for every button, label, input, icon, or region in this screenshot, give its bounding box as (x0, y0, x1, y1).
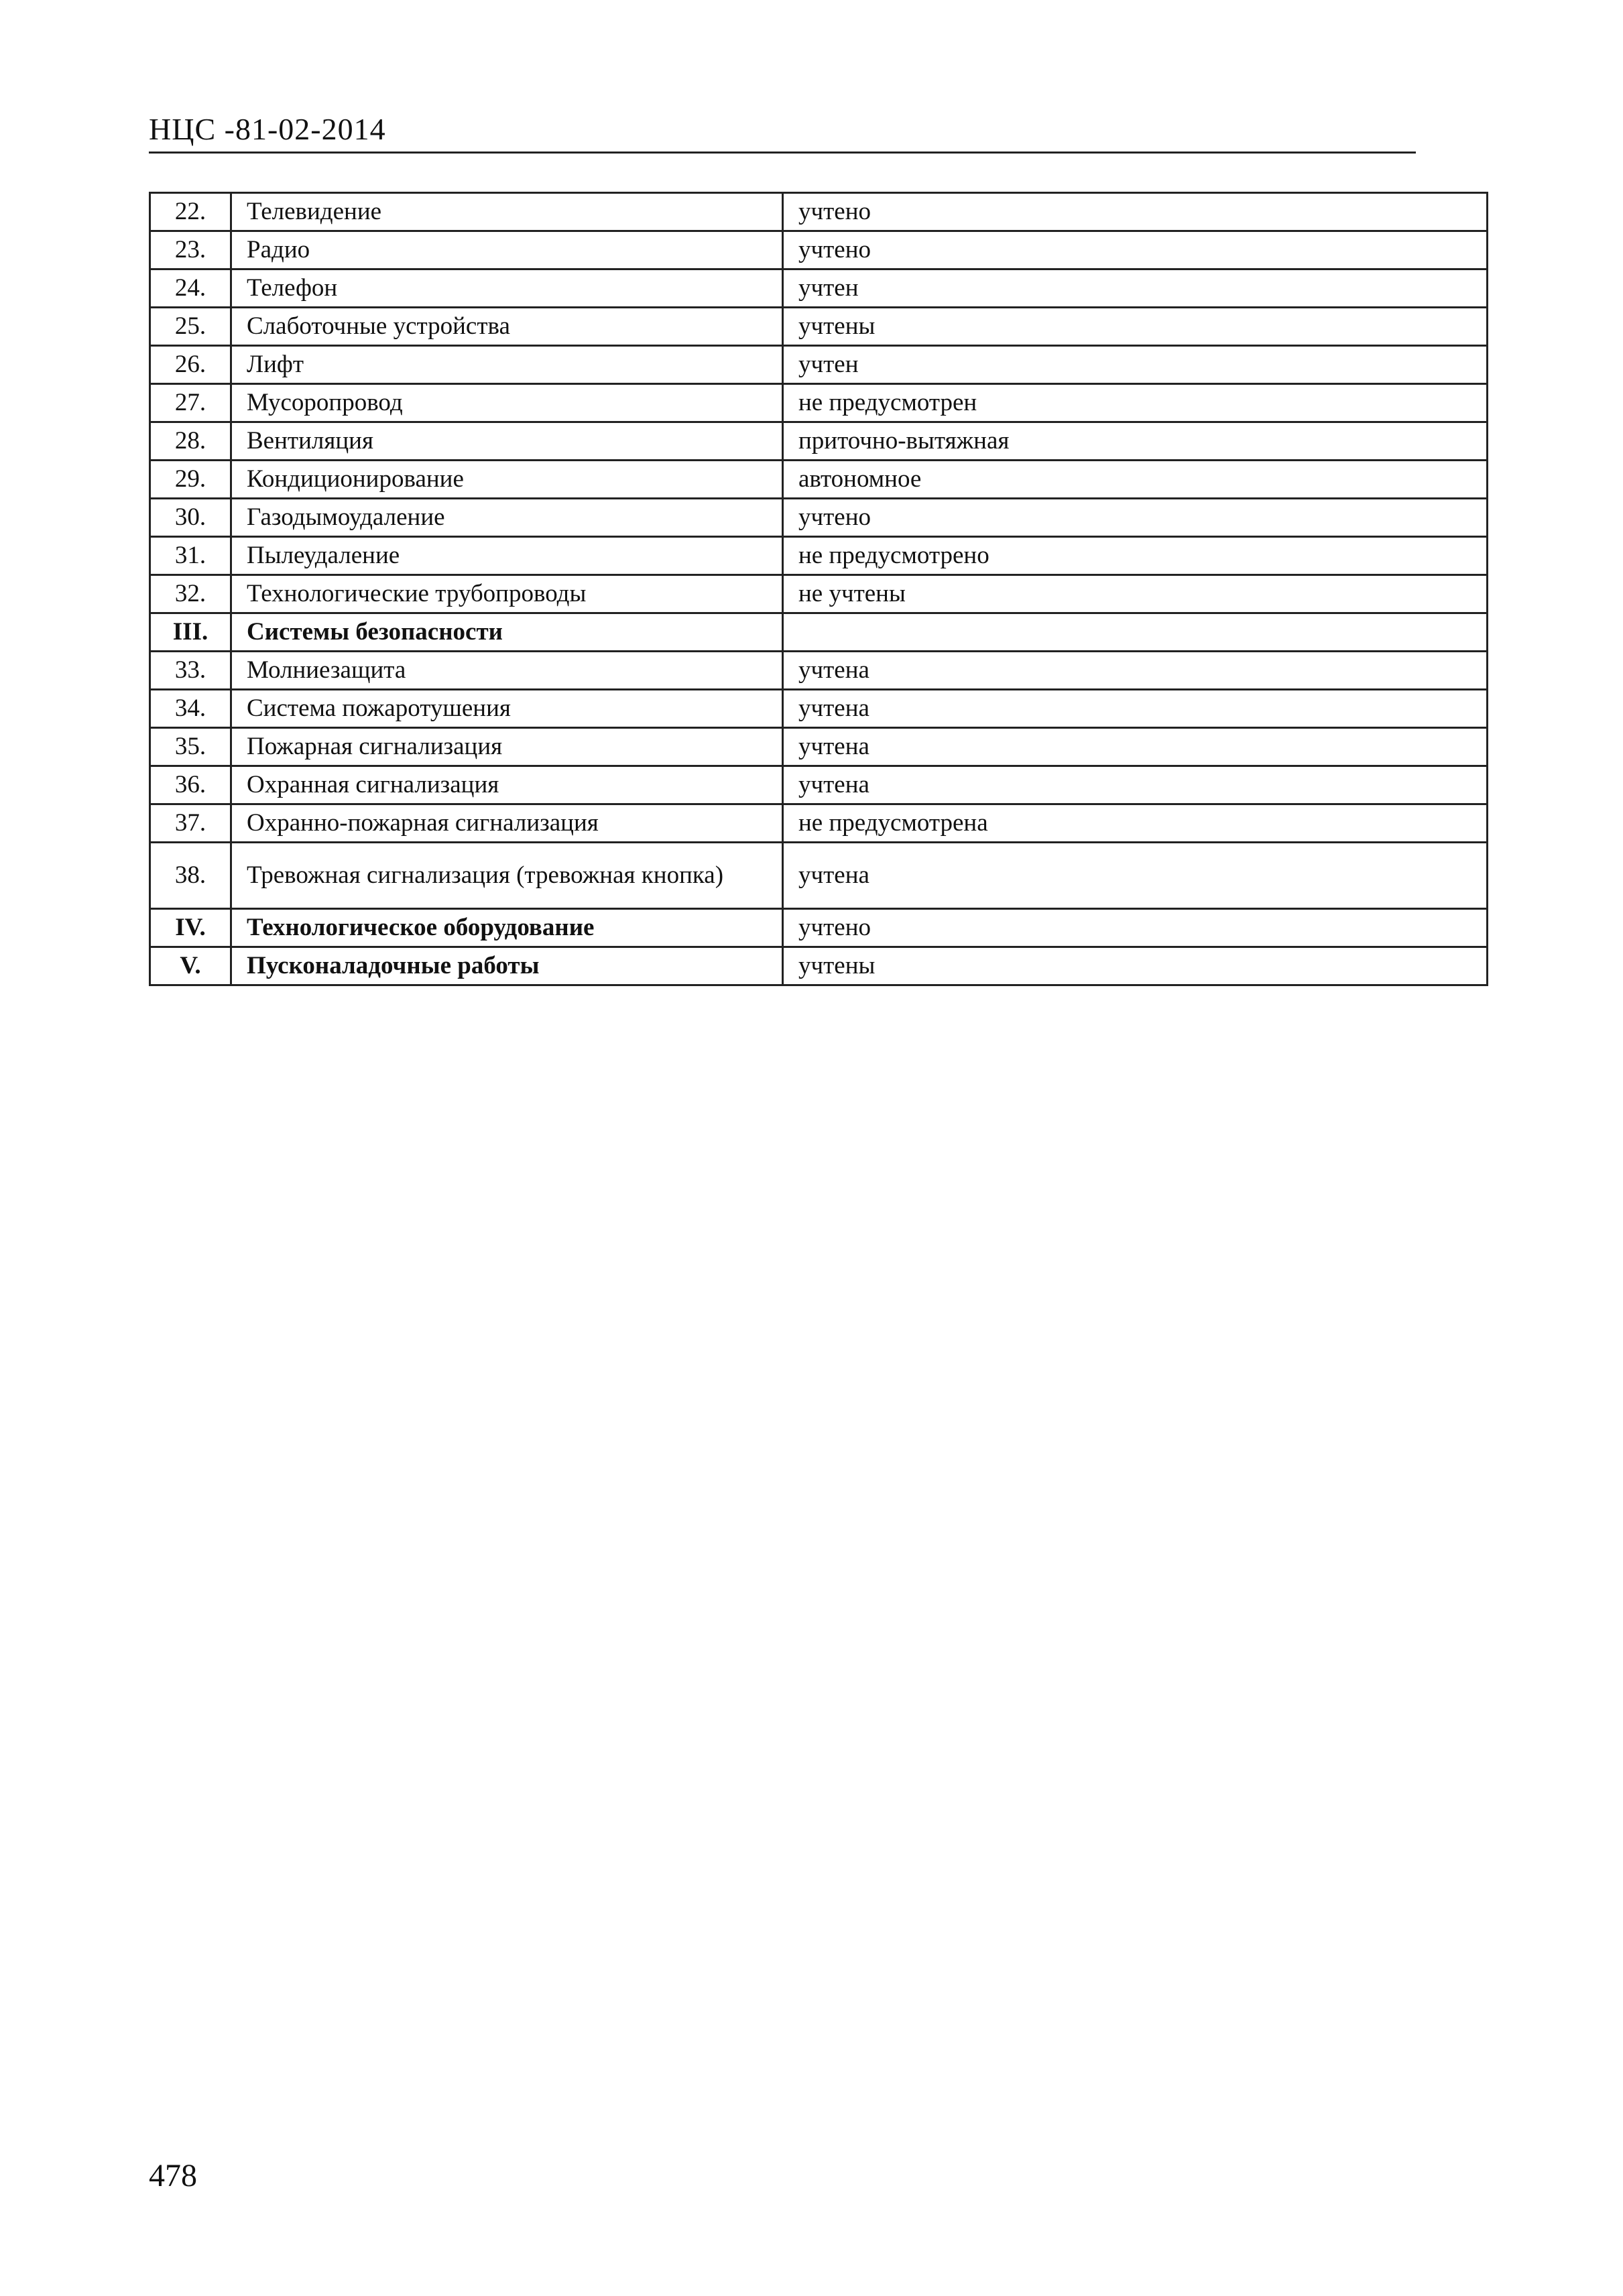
row-name-cell: Телевидение (231, 193, 783, 231)
row-number-cell: 33. (150, 652, 231, 690)
row-name-cell: Технологические трубопроводы (231, 575, 783, 613)
row-name-cell: Кондиционирование (231, 461, 783, 499)
row-name-cell: Лифт (231, 346, 783, 384)
row-name-cell: Слаботочные устройства (231, 308, 783, 346)
row-value-cell: не предусмотрена (783, 804, 1488, 843)
row-number-cell: 28. (150, 422, 231, 461)
row-name-cell: Технологическое оборудование (231, 909, 783, 947)
page-number: 478 (149, 2158, 197, 2193)
row-number-cell: IV. (150, 909, 231, 947)
document-code-header: НЦС -81-02-2014 (149, 112, 386, 146)
row-value-cell: учтена (783, 690, 1488, 728)
header-rule (149, 152, 1416, 154)
row-number-cell: 26. (150, 346, 231, 384)
row-number-cell: 22. (150, 193, 231, 231)
row-value-cell: приточно-вытяжная (783, 422, 1488, 461)
row-name-cell: Газодымоудаление (231, 499, 783, 537)
section-row (150, 613, 1488, 652)
row-value-cell: учтено (783, 231, 1488, 269)
row-number-cell: 31. (150, 537, 231, 575)
row-value-cell: не предусмотрено (783, 537, 1488, 575)
row-value-cell: не предусмотрен (783, 384, 1488, 422)
row-name-cell: Пусконаладочные работы (231, 947, 783, 985)
row-number-cell: III. (150, 613, 231, 652)
row-number-cell: 25. (150, 308, 231, 346)
row-number-cell: 27. (150, 384, 231, 422)
row-name-cell: Пылеудаление (231, 537, 783, 575)
table-row (150, 422, 1488, 461)
table-row (150, 652, 1488, 690)
row-name-cell: Телефон (231, 269, 783, 308)
row-name-cell: Молниезащита (231, 652, 783, 690)
row-number-cell: 29. (150, 461, 231, 499)
row-name-cell: Системы безопасности (231, 613, 783, 652)
specification-table-body (150, 193, 1488, 985)
table-row (150, 537, 1488, 575)
table-row (150, 843, 1488, 909)
row-number-cell: 32. (150, 575, 231, 613)
table-row (150, 461, 1488, 499)
row-value-cell: учтено (783, 909, 1488, 947)
row-value-cell: учтено (783, 193, 1488, 231)
row-name-cell: Вентиляция (231, 422, 783, 461)
specification-table (149, 192, 1488, 986)
row-number-cell: 34. (150, 690, 231, 728)
table-row (150, 766, 1488, 804)
row-value-cell: учтена (783, 652, 1488, 690)
table-row (150, 193, 1488, 231)
row-value-cell: учтены (783, 947, 1488, 985)
row-name-cell: Охранно-пожарная сигнализация (231, 804, 783, 843)
table-row (150, 269, 1488, 308)
row-number-cell: 23. (150, 231, 231, 269)
table-row (150, 308, 1488, 346)
row-number-cell: 37. (150, 804, 231, 843)
table-row (150, 499, 1488, 537)
row-number-cell: V. (150, 947, 231, 985)
row-number-cell: 30. (150, 499, 231, 537)
row-number-cell: 36. (150, 766, 231, 804)
row-name-cell: Система пожаротушения (231, 690, 783, 728)
row-value-cell: учтен (783, 269, 1488, 308)
table-row (150, 575, 1488, 613)
row-value-cell: учтено (783, 499, 1488, 537)
row-name-cell: Радио (231, 231, 783, 269)
table-row (150, 231, 1488, 269)
section-row (150, 909, 1488, 947)
row-value-cell: не учтены (783, 575, 1488, 613)
row-value-cell: учтен (783, 346, 1488, 384)
row-name-cell: Мусоропровод (231, 384, 783, 422)
row-value-cell: учтена (783, 766, 1488, 804)
table-row (150, 690, 1488, 728)
row-number-cell: 24. (150, 269, 231, 308)
section-row (150, 947, 1488, 985)
row-value-cell (783, 613, 1488, 652)
row-number-cell: 38. (150, 843, 231, 909)
table-row (150, 804, 1488, 843)
row-name-cell: Тревожная сигнализация (тревожная кнопка) (231, 843, 783, 909)
table-row (150, 384, 1488, 422)
table-row (150, 728, 1488, 766)
row-value-cell: учтена (783, 843, 1488, 909)
row-value-cell: учтены (783, 308, 1488, 346)
row-name-cell: Охранная сигнализация (231, 766, 783, 804)
row-number-cell: 35. (150, 728, 231, 766)
row-value-cell: автономное (783, 461, 1488, 499)
row-name-cell: Пожарная сигнализация (231, 728, 783, 766)
row-value-cell: учтена (783, 728, 1488, 766)
table-row (150, 346, 1488, 384)
